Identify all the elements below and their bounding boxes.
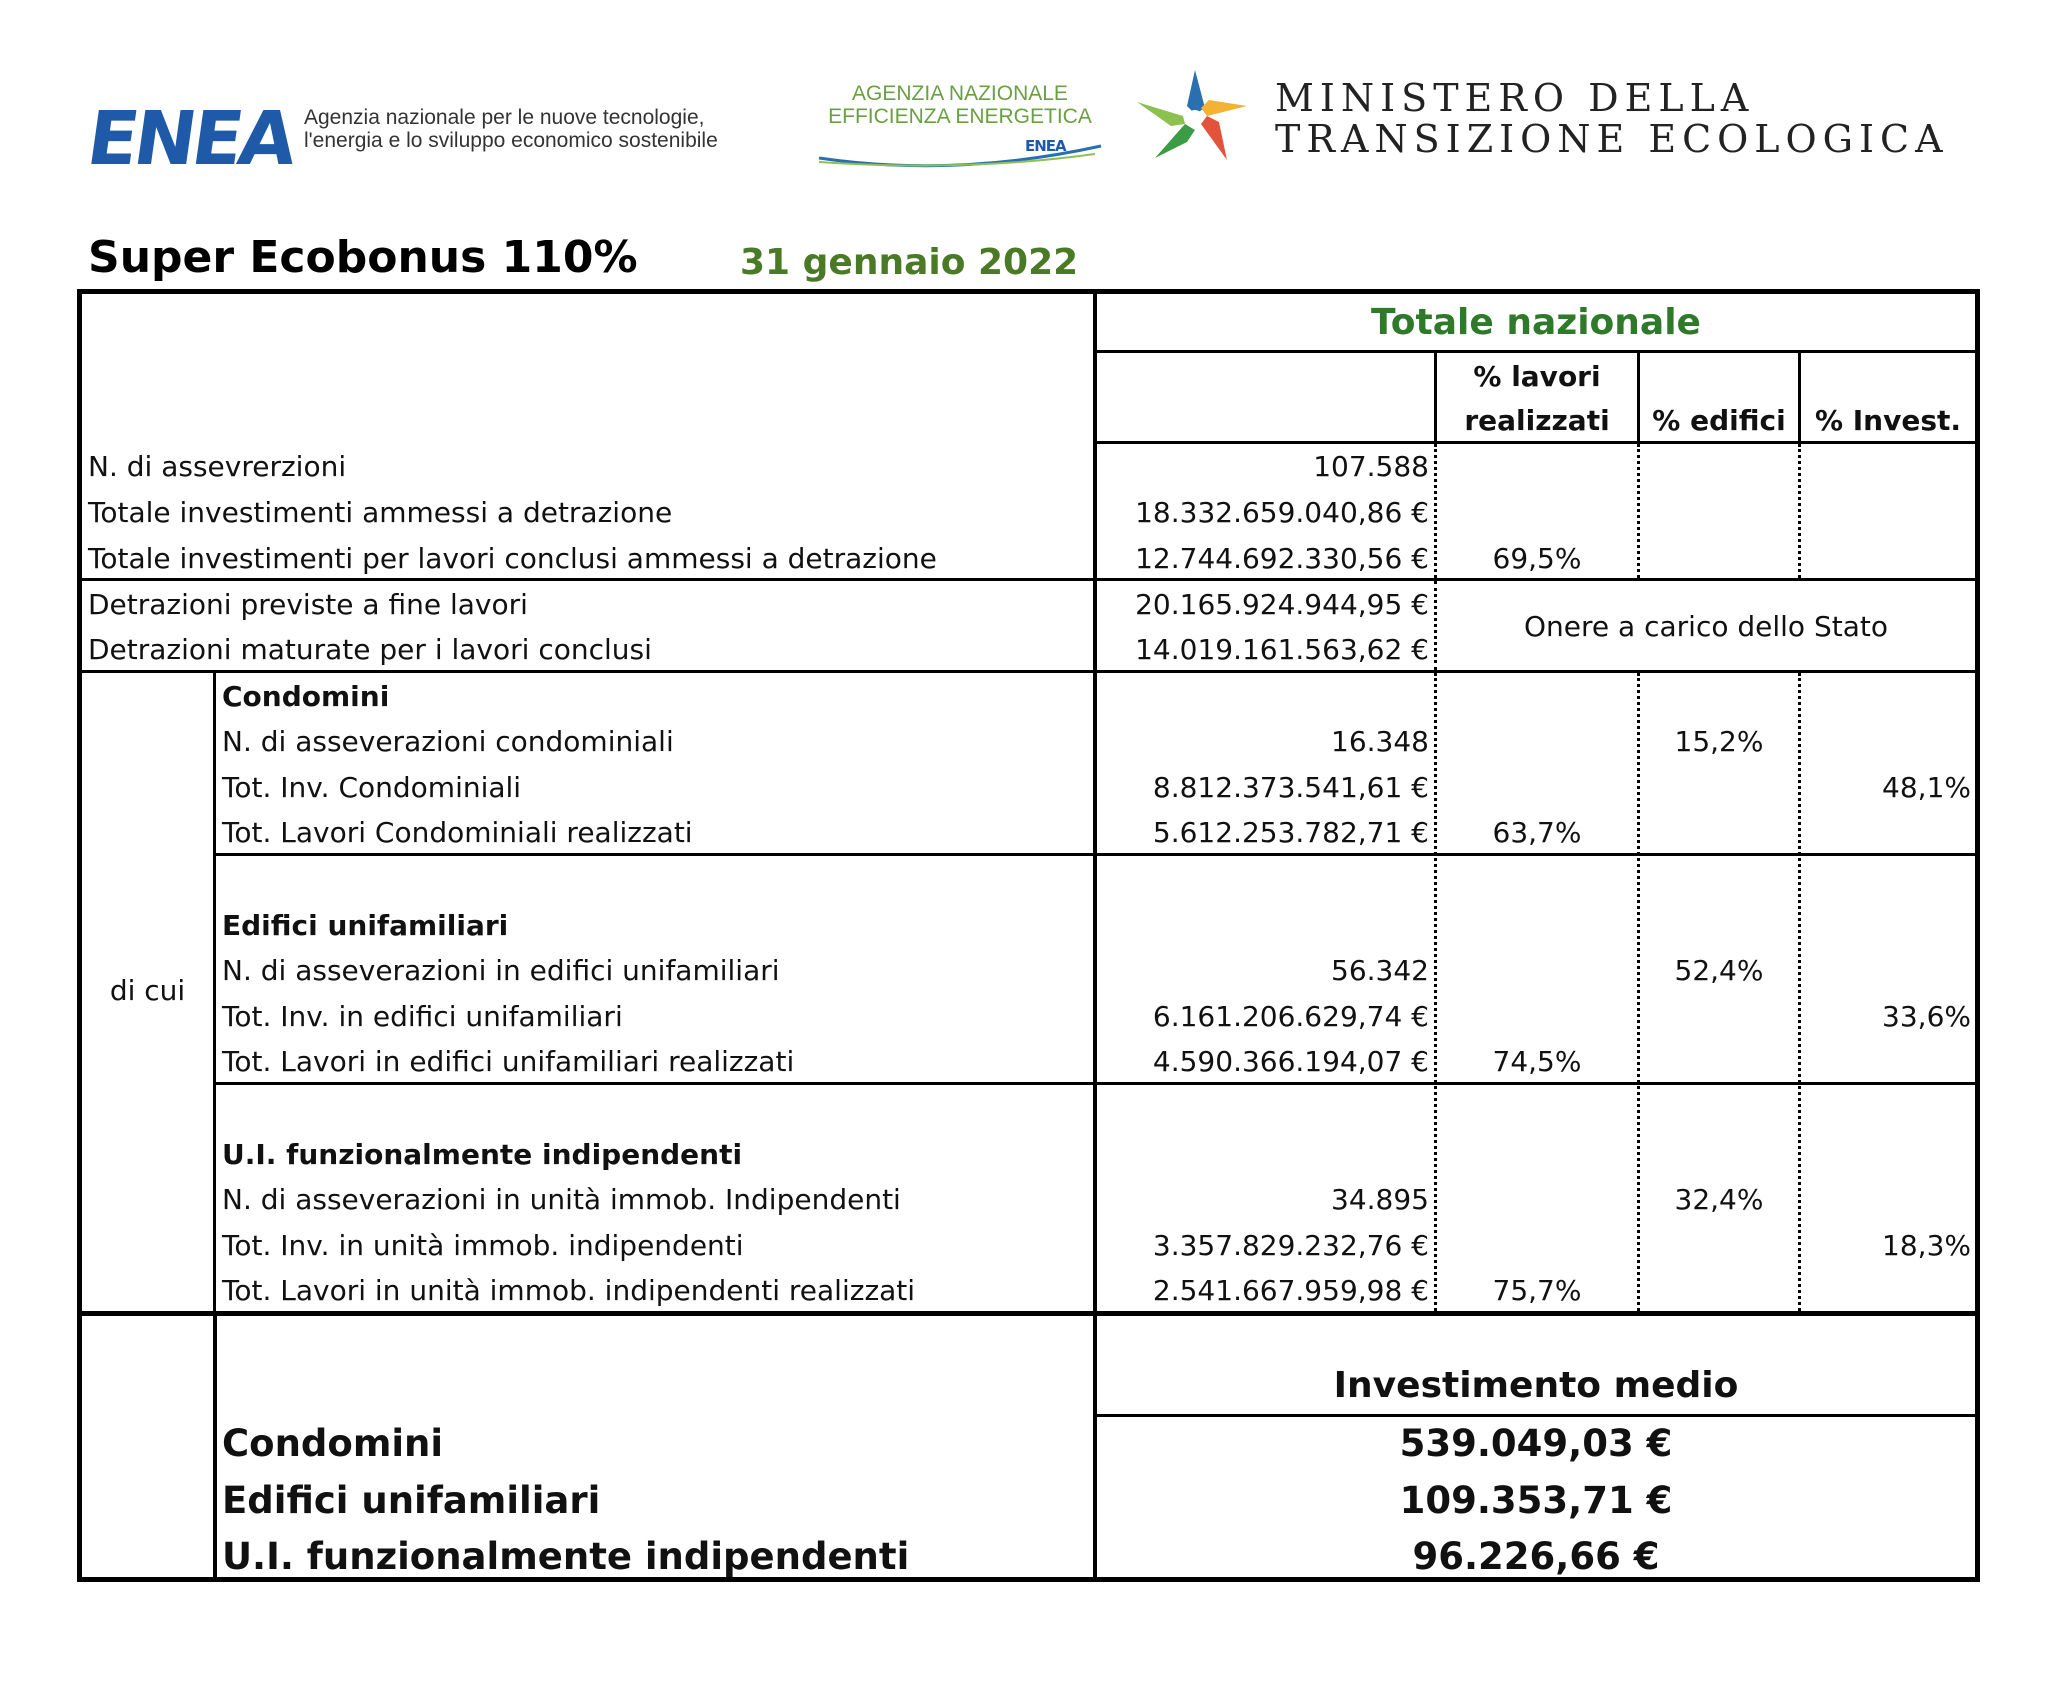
row-label: Tot. Inv. Condominiali xyxy=(222,771,522,804)
row-invest-pct: 33,6% xyxy=(1882,1000,1971,1033)
medio-label: U.I. funzionalmente indipendenti xyxy=(222,1535,910,1578)
ministero-line1: MINISTERO DELLA xyxy=(1275,76,1755,120)
row-label: N. di assevrerzioni xyxy=(88,450,347,483)
medio-label: Condomini xyxy=(222,1422,444,1465)
header-edifici: % edifici xyxy=(1652,404,1786,437)
report-date: 31 gennaio 2022 xyxy=(740,242,1079,283)
row-label: Detrazioni previste a fine lavori xyxy=(88,588,528,621)
group-title: Edifici unifamiliari xyxy=(222,909,509,942)
agenzia-line1: AGENZIA NAZIONALE xyxy=(852,82,1068,105)
ministero-logo xyxy=(1275,78,1949,160)
row-edifici-pct: 15,2% xyxy=(1674,725,1764,758)
row-value: 5.612.253.782,71 € xyxy=(1152,816,1429,849)
row-value: 4.590.366.194,07 € xyxy=(1152,1045,1429,1078)
row-value: 3.357.829.232,76 € xyxy=(1152,1229,1429,1262)
row-lavori-pct: 63,7% xyxy=(1492,816,1582,849)
row-value: 107.588 xyxy=(1313,450,1429,483)
row-label: Totale investimenti per lavori conclusi ammessi a detrazione xyxy=(88,542,937,575)
row-value: 6.161.206.629,74 € xyxy=(1152,1000,1429,1033)
row-lavori-pct: 74,5% xyxy=(1492,1045,1582,1078)
enea-logo: ENEA xyxy=(81,96,299,182)
row-label: N. di asseverazioni in unità immob. Indipendenti xyxy=(222,1183,901,1216)
row-label: Tot. Lavori in unità immob. indipendenti realizzati xyxy=(222,1274,916,1307)
ministero-star-icon xyxy=(1135,62,1255,164)
row-label: Tot. Lavori in edifici unifamiliari realizzati xyxy=(222,1045,795,1078)
row-value: 56.342 xyxy=(1331,954,1429,987)
row-label: N. di asseverazioni in edifici unifamiliari xyxy=(222,954,780,987)
agenzia-logo xyxy=(810,82,1110,128)
row-label: N. di asseverazioni condominiali xyxy=(222,725,674,758)
row-value: 14.019.161.563,62 € xyxy=(1135,633,1429,666)
row-label: Totale investimenti ammessi a detrazione xyxy=(88,496,673,529)
header-invest: % Invest. xyxy=(1814,404,1962,437)
medio-value: 539.049,03 € xyxy=(1399,1422,1673,1465)
row-value: 20.165.924.944,95 € xyxy=(1135,588,1429,621)
row-lavori-pct: 69,5% xyxy=(1492,542,1582,575)
row-label: Tot. Inv. in edifici unifamiliari xyxy=(222,1000,623,1033)
agenzia-line2: EFFICIENZA ENERGETICA xyxy=(828,105,1092,128)
group-title: Condomini xyxy=(222,680,390,713)
row-lavori-pct: 75,7% xyxy=(1492,1274,1582,1307)
page-title: Super Ecobonus 110% xyxy=(88,232,638,283)
row-value: 34.895 xyxy=(1331,1183,1429,1216)
row-invest-pct: 48,1% xyxy=(1882,771,1971,804)
medio-value: 109.353,71 € xyxy=(1399,1479,1673,1522)
row-invest-pct: 18,3% xyxy=(1882,1229,1971,1262)
row-value: 18.332.659.040,86 € xyxy=(1135,496,1429,529)
row-edifici-pct: 52,4% xyxy=(1674,954,1764,987)
row-label: Tot. Inv. in unità immob. indipendenti xyxy=(222,1229,744,1262)
header-totale-nazionale: Totale nazionale xyxy=(1371,302,1701,343)
row-value: 2.541.667.959,98 € xyxy=(1152,1274,1429,1307)
enea-tagline: Agenzia nazionale per le nuove tecnologie, l'energia e lo sviluppo economico sostenibile xyxy=(304,106,718,152)
onere-stato-note: Onere a carico dello Stato xyxy=(1524,610,1888,643)
row-label: Tot. Lavori Condominiali realizzati xyxy=(222,816,693,849)
row-edifici-pct: 32,4% xyxy=(1674,1183,1764,1216)
row-value: 12.744.692.330,56 € xyxy=(1135,542,1429,575)
medio-label: Edifici unifamiliari xyxy=(222,1479,601,1522)
ministero-line2: TRANSIZIONE ECOLOGICA xyxy=(1275,117,1949,161)
agenzia-enea-mark: ENEA xyxy=(1025,137,1066,155)
medio-value: 96.226,66 € xyxy=(1412,1535,1660,1578)
header-lavori-line2: realizzati xyxy=(1464,404,1610,437)
investimento-medio-header: Investimento medio xyxy=(1333,1365,1739,1406)
group-title: U.I. funzionalmente indipendenti xyxy=(222,1138,743,1171)
header-lavori-line1: % lavori xyxy=(1473,360,1601,393)
row-label: Detrazioni maturate per i lavori conclusi xyxy=(88,633,652,666)
row-value: 16.348 xyxy=(1331,725,1429,758)
row-value: 8.812.373.541,61 € xyxy=(1152,771,1429,804)
di-cui-label: di cui xyxy=(109,974,186,1007)
